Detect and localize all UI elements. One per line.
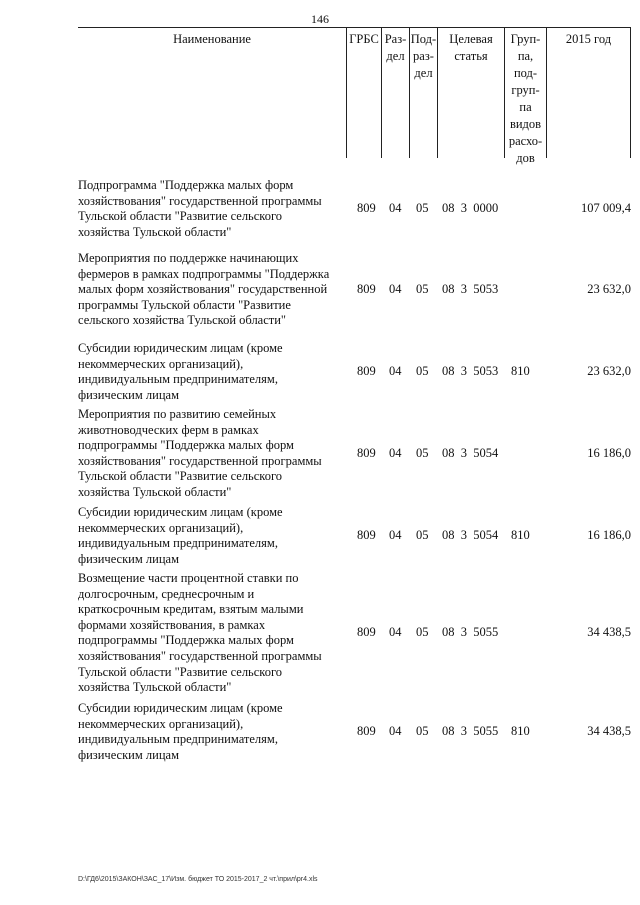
row-razdel: 04 <box>389 282 402 296</box>
row-target: 08 3 5055 <box>442 625 499 640</box>
page-number: 146 <box>311 12 329 26</box>
row-name-line: формами хозяйствования, в рамках <box>78 617 266 632</box>
row-razdel: 04 <box>389 445 402 460</box>
header-podrazdel-line: Под- <box>410 32 437 46</box>
row-name-line: хозяйства Тульской области" <box>78 680 232 695</box>
header-group-line: дов <box>516 151 535 165</box>
row-name-line: хозяйствования" государственной программы <box>78 453 322 468</box>
header-name <box>78 28 346 158</box>
row-name-line: Мероприятия по развитию семейных <box>78 407 277 421</box>
row-name-line: Субсидии юридическим лицам (кроме <box>78 341 283 355</box>
table-header <box>78 27 631 165</box>
header-podrazdel-line: раз- <box>413 49 434 63</box>
table-row <box>78 341 631 403</box>
table-row <box>78 251 631 329</box>
header-group <box>504 28 546 165</box>
header-group-line: расхо- <box>508 134 543 148</box>
header-group-line: видов <box>509 117 542 131</box>
row-name-line: физическим лицам <box>78 551 179 566</box>
row-name-line: животноводческих ферм в рамках <box>78 422 259 437</box>
row-name-line: хозяйствования" государственной программы <box>78 648 322 663</box>
row-name-line: долгосрочным, среднесрочным и <box>78 586 255 601</box>
header-group-line: па, <box>517 49 534 63</box>
header-razdel-line: Раз- <box>384 32 407 46</box>
row-grbs: 809 <box>357 201 376 216</box>
row-name-line: некоммерческих организаций), <box>78 520 244 535</box>
row-name-line: программы Тульской области "Развитие <box>78 297 291 312</box>
row-name-line: физическим лицам <box>78 387 179 402</box>
row-name-line: индивидуальным предпринимателям, <box>78 372 278 387</box>
row-razdel: 04 <box>389 528 402 543</box>
header-target-line: статья <box>454 49 488 63</box>
row-name <box>78 505 348 567</box>
row-name-line: хозяйства Тульской области" <box>78 484 232 499</box>
row-name-line: Возмещение части процентной ставки по <box>78 571 299 585</box>
row-name-line: краткосрочным кредитам, взятым малыми <box>78 602 304 617</box>
row-name-line: фермеров в рамках подпрограммы "Поддержка <box>78 266 330 281</box>
table-row <box>78 505 631 567</box>
row-target: 08 3 5053 <box>442 364 499 379</box>
row-name-line: малых форм хозяйствования" государственной <box>78 282 328 297</box>
row-name-line: Подпрограмма "Поддержка малых форм <box>78 178 294 192</box>
table-row <box>78 571 631 696</box>
header-target-line: Целевая <box>449 32 493 46</box>
header-razdel <box>381 28 409 158</box>
row-name-line: Тульской области "Развитие сельского <box>78 469 283 484</box>
row-name-line: некоммерческих организаций), <box>78 356 244 371</box>
row-target: 08 3 5054 <box>442 528 499 543</box>
file-path-footer: D:\ГД6\2015\ЗАКОН\ЗАС_17\Изм. бюджет ТО 2015-2017_2 чт.\прил\pr4.xls <box>78 876 318 883</box>
row-grbs: 809 <box>357 528 376 543</box>
row-podrazdel: 05 <box>416 528 429 543</box>
row-name <box>78 701 348 763</box>
row-podrazdel: 05 <box>416 201 429 216</box>
header-podrazdel <box>409 28 437 158</box>
row-name-line: хозяйства Тульской области" <box>78 224 232 239</box>
row-amount: 107 009,4 <box>581 201 631 216</box>
row-amount: 16 186,0 <box>587 528 631 543</box>
row-name-line: хозяйствования" государственной программы <box>78 193 322 208</box>
header-name-line: Наименование <box>173 32 251 46</box>
row-podrazdel: 05 <box>416 445 429 460</box>
row-name <box>78 178 348 240</box>
header-target <box>437 28 504 158</box>
row-name-line: сельского хозяйства Тульской области" <box>78 313 287 328</box>
row-name <box>78 407 348 501</box>
row-group: 810 <box>511 724 530 739</box>
row-target: 08 3 0000 <box>442 201 499 216</box>
row-amount: 23 632,0 <box>587 364 631 379</box>
row-amount: 16 186,0 <box>587 445 631 460</box>
header-grbs <box>346 28 381 158</box>
row-name-line: индивидуальным предпринимателям, <box>78 732 278 747</box>
header-grbs-line: ГРБС <box>349 32 379 46</box>
table-row <box>78 407 631 501</box>
row-amount: 34 438,5 <box>587 724 631 739</box>
row-grbs: 809 <box>357 625 376 640</box>
header-year-line: 2015 год <box>565 32 612 46</box>
row-name <box>78 251 348 329</box>
header-year <box>546 28 631 158</box>
header-group-line: па <box>519 100 532 114</box>
row-target: 08 3 5055 <box>442 724 499 739</box>
row-name <box>78 341 348 403</box>
row-razdel: 04 <box>389 625 402 640</box>
row-grbs: 809 <box>357 445 376 460</box>
row-name-line: Мероприятия по поддержке начинающих <box>78 251 299 265</box>
row-amount: 34 438,5 <box>587 625 631 640</box>
row-grbs: 809 <box>357 282 376 296</box>
header-podrazdel-line: дел <box>414 66 433 80</box>
row-razdel: 04 <box>389 724 402 739</box>
row-name-line: подпрограммы "Поддержка малых форм <box>78 438 294 453</box>
row-amount: 23 632,0 <box>587 282 631 296</box>
row-name-line: Субсидии юридическим лицам (кроме <box>78 701 283 715</box>
row-name-line: Тульской области "Развитие сельского <box>78 209 283 224</box>
row-razdel: 04 <box>389 364 402 379</box>
row-name <box>78 571 348 696</box>
row-podrazdel: 05 <box>416 364 429 379</box>
row-razdel: 04 <box>389 201 402 216</box>
row-podrazdel: 05 <box>416 625 429 640</box>
table-row <box>78 701 631 763</box>
row-group: 810 <box>511 364 530 379</box>
row-target: 08 3 5054 <box>442 445 499 460</box>
header-group-line: Груп- <box>510 32 541 46</box>
header-group-line: груп- <box>511 83 540 97</box>
row-target: 08 3 5053 <box>442 282 499 296</box>
table-row <box>78 178 631 240</box>
row-grbs: 809 <box>357 724 376 739</box>
row-podrazdel: 05 <box>416 282 429 296</box>
row-name-line: физическим лицам <box>78 747 179 762</box>
row-name-line: подпрограммы "Поддержка малых форм <box>78 633 294 648</box>
row-name-line: некоммерческих организаций), <box>78 716 244 731</box>
row-podrazdel: 05 <box>416 724 429 739</box>
row-name-line: Субсидии юридическим лицам (кроме <box>78 505 283 519</box>
header-group-line: под- <box>513 66 538 80</box>
header-razdel-line: дел <box>386 49 405 63</box>
row-group: 810 <box>511 528 530 543</box>
row-grbs: 809 <box>357 364 376 379</box>
row-name-line: индивидуальным предпринимателям, <box>78 536 278 551</box>
row-name-line: Тульской области "Развитие сельского <box>78 664 283 679</box>
